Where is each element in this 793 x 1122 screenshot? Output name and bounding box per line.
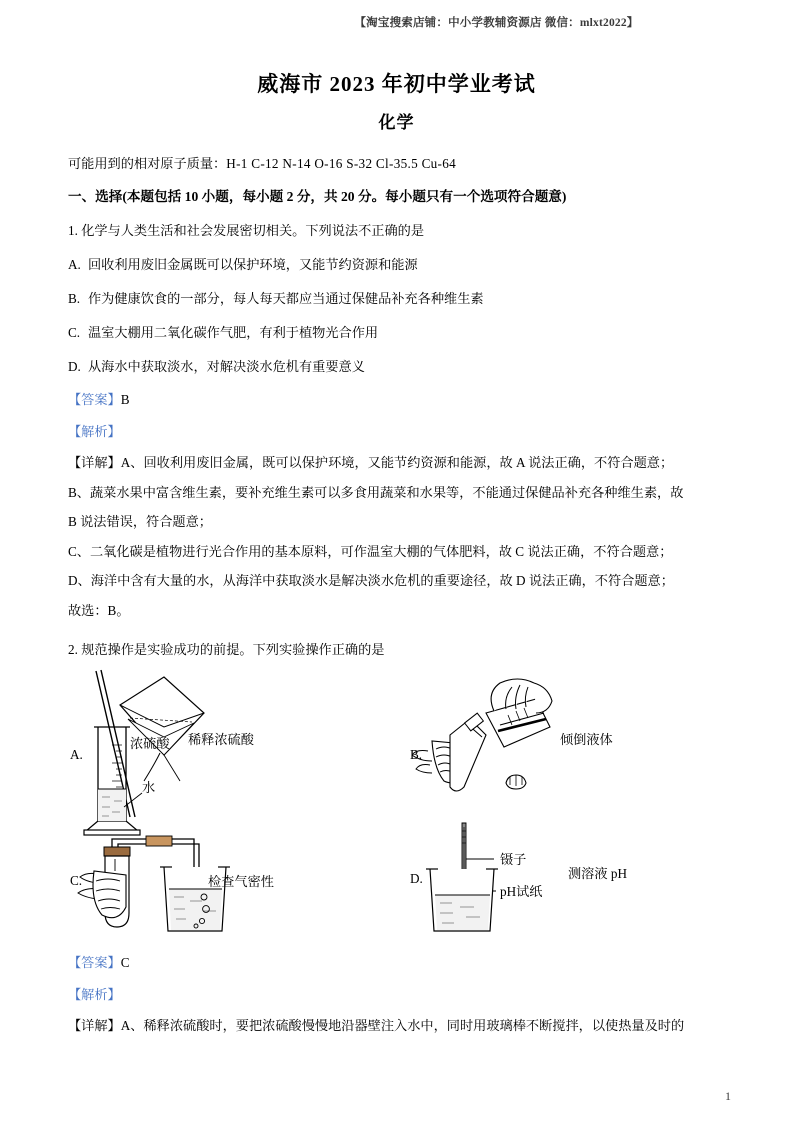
question-2-figure-board: [68, 669, 733, 947]
figure-a-caption-main: 稀释浓硫酸: [188, 732, 254, 747]
question-1-detail-line-2: B、蔬菜水果中富含维生素，要补充维生素可以多食用蔬菜和水果等，不能通过保健品补充各种维生素，故: [68, 484, 684, 500]
question-2-stem: 2. 规范操作是实验成功的前提。下列实验操作正确的是: [68, 642, 385, 657]
question-1-option-b[interactable]: [68, 282, 733, 316]
figure-d-label: D.: [410, 871, 423, 886]
analysis-label: 【解析】: [68, 424, 121, 439]
question-2-option-d[interactable]: [408, 821, 627, 941]
question-2-analysis-label: [68, 979, 733, 1011]
question-1-detail-line-5: D、海洋中含有大量的水，从海洋中获取淡水是解决淡水危机的重要途径，故 D 说法正确，不符合题意；: [68, 573, 674, 588]
page-subtitle: 化学: [378, 113, 415, 132]
graduated-cylinder-dilution-icon: [68, 669, 288, 849]
question-1-stem: 1. 化学与人类生活和社会发展密切相关。下列说法不正确的是: [68, 223, 425, 238]
atomic-mass-prefix: 可能用到的相对原子质量：: [68, 156, 227, 171]
figure-d-caption-main: 测溶液 pH: [568, 866, 627, 881]
question-1-detail-line-3: B 说法错误，符合题意；: [68, 514, 212, 529]
question-2-option-c[interactable]: [68, 831, 288, 941]
figure-c-caption-main: 检查气密性: [208, 874, 274, 889]
question-1-detail-line-1: [68, 448, 733, 478]
document-body: [68, 148, 733, 1041]
figure-d-caption-part-0: 镊子: [500, 852, 527, 867]
detail-label: 【详解】: [68, 1018, 121, 1033]
option-c-text: 温室大棚用二氧化碳作气肥，有利于植物光合作用: [88, 325, 379, 340]
question-2-answer: [68, 947, 733, 979]
analysis-label: 【解析】: [68, 987, 121, 1002]
option-c-label: C.: [68, 325, 81, 340]
page-number: 1: [725, 1089, 731, 1103]
option-b-text: 作为健康饮食的一部分，每人每天都应当通过保健品补充各种维生素: [88, 291, 484, 306]
question-2-option-a[interactable]: [68, 669, 288, 849]
answer-value: C: [120, 955, 130, 970]
question-1-option-a[interactable]: [68, 248, 733, 282]
question-2-option-b[interactable]: [408, 669, 613, 839]
section-heading: 一、选择(本题包括 10 小题，每小题 2 分，共 20 分。每小题只有一个选项符合题意): [68, 189, 567, 204]
figure-a-label: A.: [70, 747, 83, 762]
answer-label: 【答案】: [68, 955, 121, 970]
option-a-label: A.: [68, 257, 81, 272]
answer-label: 【答案】: [68, 392, 121, 407]
question-1-answer: [68, 384, 733, 416]
option-d-label: D.: [68, 359, 81, 374]
atomic-mass-line: [68, 148, 733, 180]
figure-a-caption-part-1: 水: [142, 780, 156, 795]
pouring-liquid-hands-icon: [408, 669, 608, 839]
figure-a-caption-part-0: 浓硫酸: [130, 736, 170, 751]
option-b-label: B.: [68, 291, 81, 306]
atomic-mass-values: H-1 C-12 N-14 O-16 S-32 Cl-35.5 Cu-64: [226, 156, 457, 171]
option-a-text: 回收利用废旧金属既可以保护环境，又能节约资源和能源: [88, 257, 418, 272]
question-1-analysis-label: [68, 416, 733, 448]
figure-b-caption-main: 倾倒液体: [560, 732, 613, 747]
question-2-detail-line-1: [68, 1011, 733, 1041]
question-1-option-d[interactable]: [68, 350, 733, 384]
watermark-text: 【淘宝搜索店铺：中小学教辅资源店 微信：mlxt2022】: [354, 17, 639, 29]
question-1-detail-line-6: 故选：B。: [68, 602, 130, 618]
figure-d-caption-part-1: pH试纸: [500, 884, 543, 899]
answer-value: B: [120, 392, 130, 407]
question-1-detail-line-4: C、二氧化碳是植物进行光合作用的基本原料，可作温室大棚的气体肥料，故 C 说法正确，不符合题意；: [68, 543, 673, 559]
option-d-text: 从海水中获取淡水，对解决淡水危机有重要意义: [88, 359, 365, 374]
figure-b-label: B.: [410, 747, 423, 762]
figure-c-label: C.: [70, 873, 83, 888]
detail-label: 【详解】: [68, 455, 121, 470]
detail-text: A、回收利用废旧金属，既可以保护环境，又能节约资源和能源，故 A 说法正确，不符合题意；: [120, 455, 674, 470]
detail-text: A、稀释浓硫酸时，要把浓硫酸慢慢地沿器壁注入水中，同时用玻璃棒不断搅拌，以使热量及时的: [120, 1018, 685, 1033]
question-1-option-c[interactable]: [68, 316, 733, 350]
page-title: 威海市 2023 年初中学业考试: [257, 72, 536, 96]
